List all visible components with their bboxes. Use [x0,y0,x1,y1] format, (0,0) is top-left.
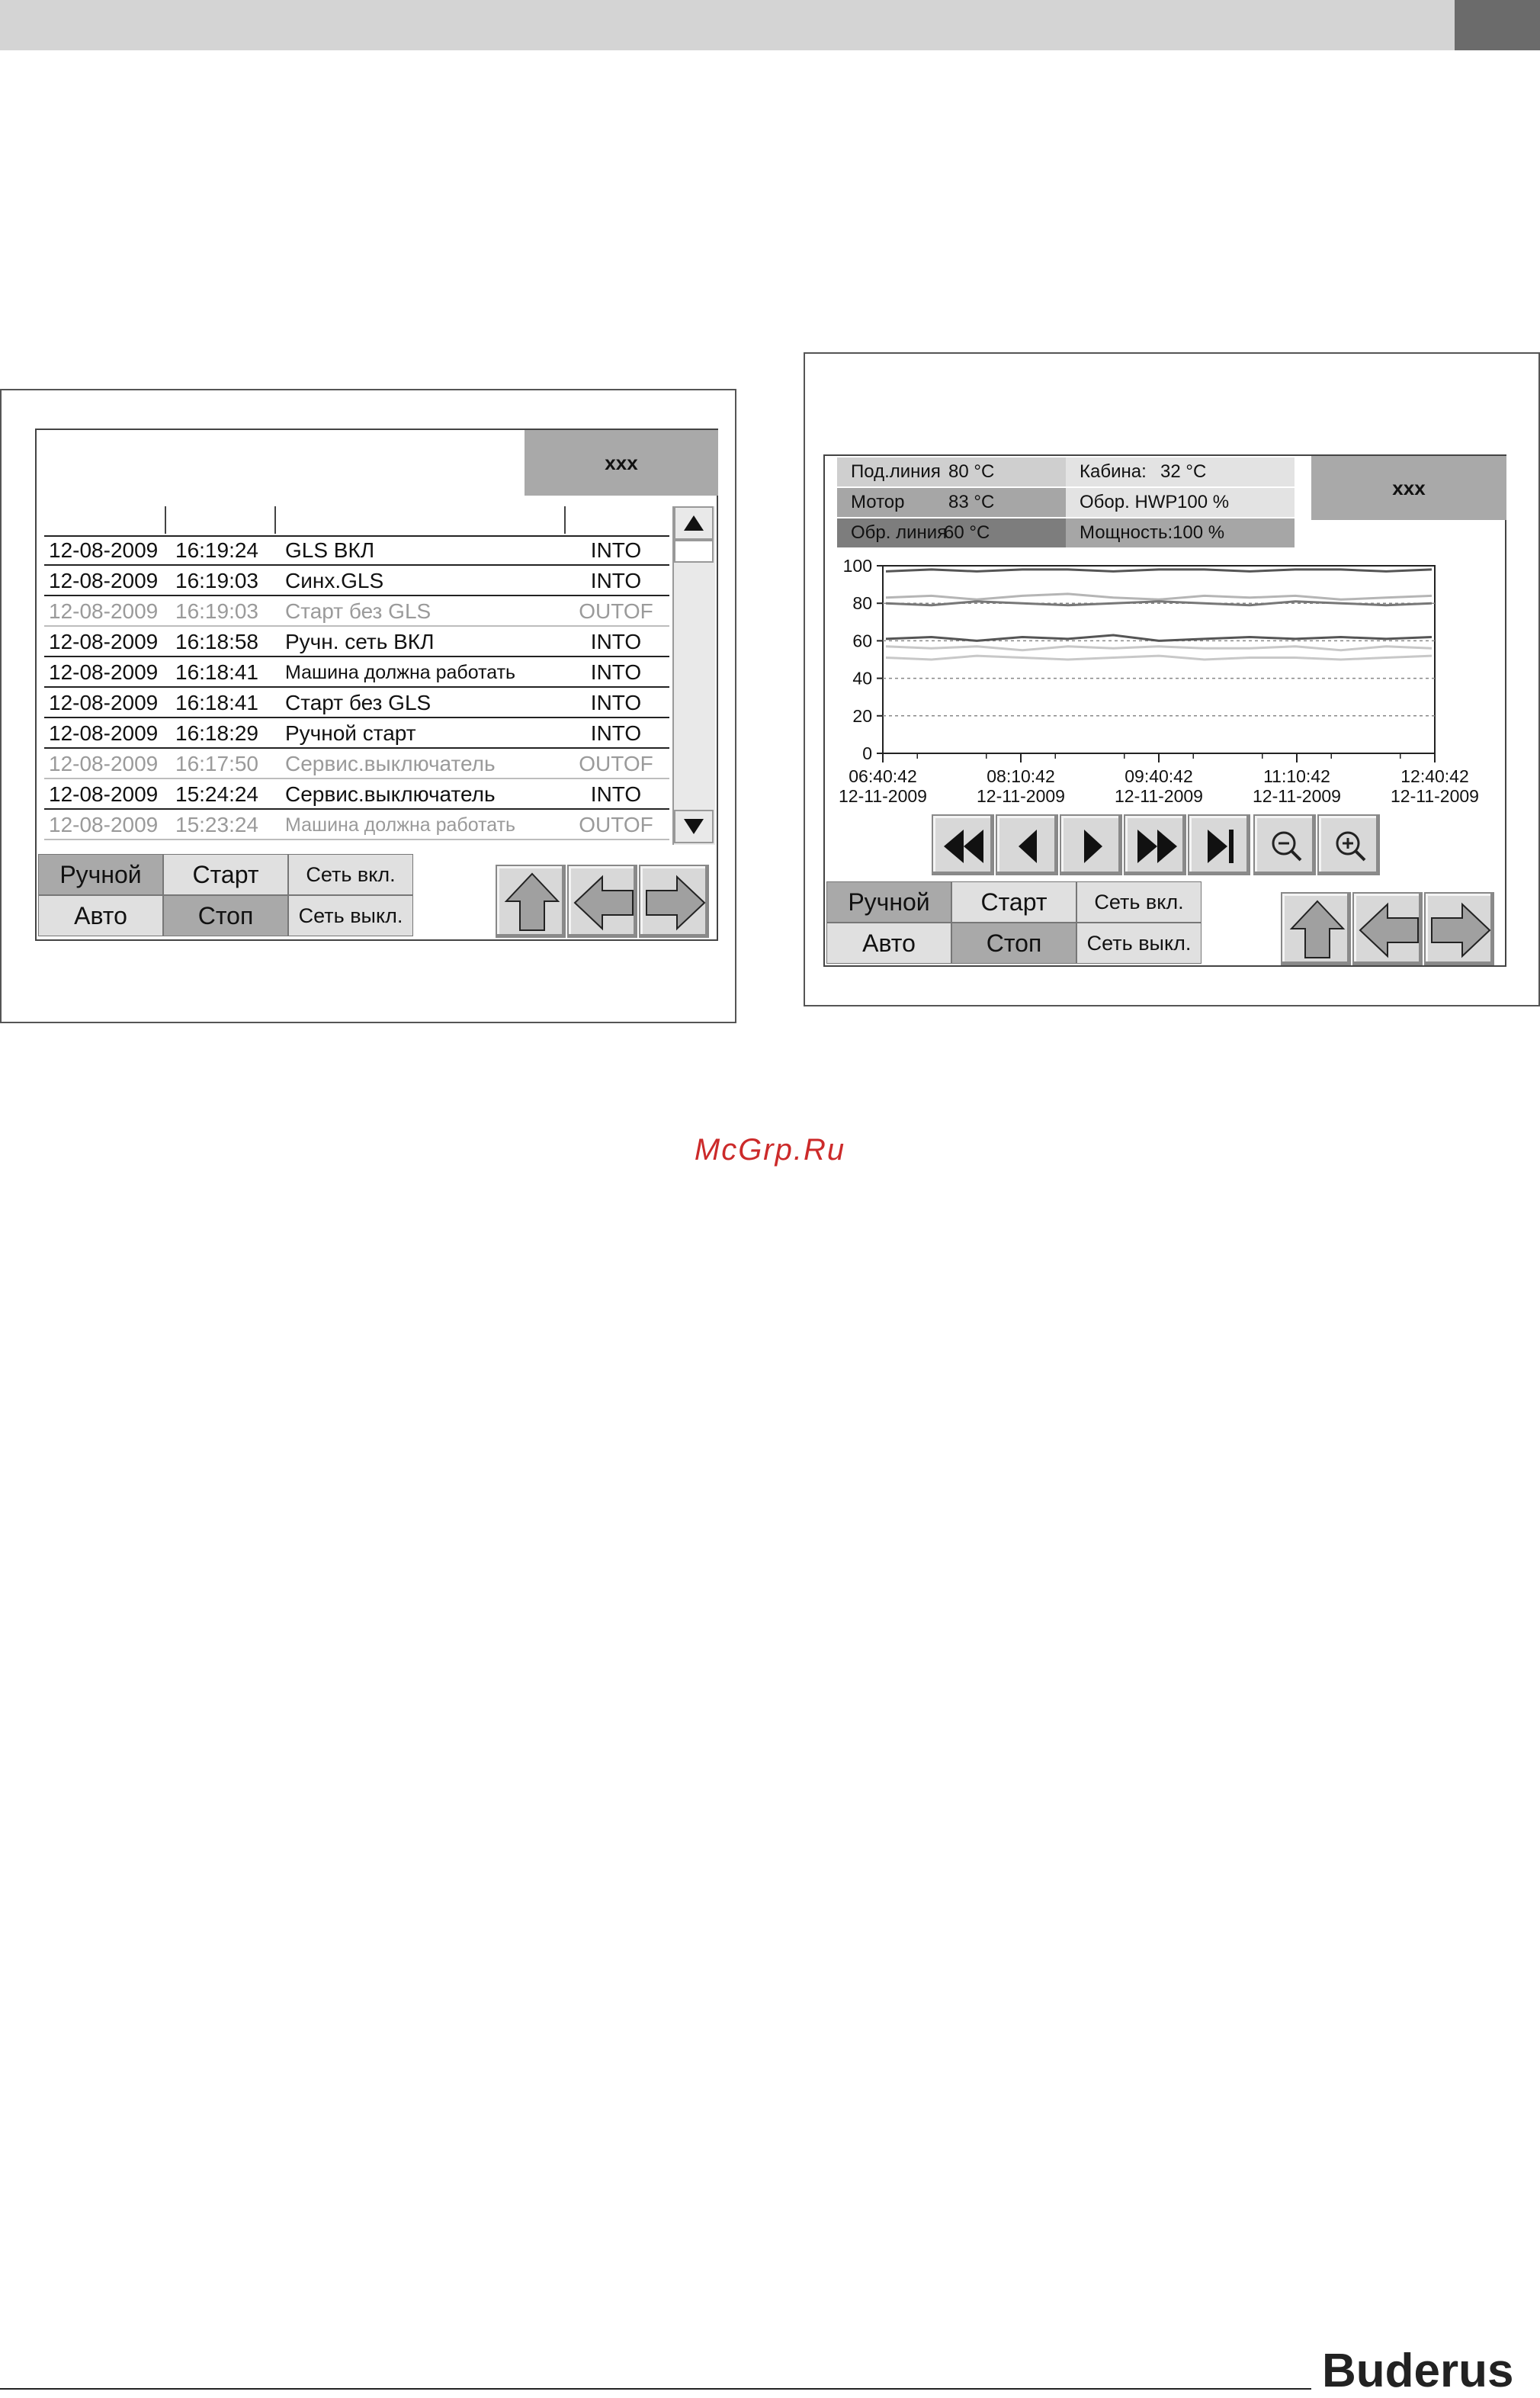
supply-line-label: Под.линия [851,461,941,482]
y-tick-label: 80 [852,593,872,614]
step-back-icon [997,816,1060,877]
header-cell-status [566,506,669,534]
event-table-body [44,535,669,845]
power-value: 100 % [1173,522,1225,543]
left-nav-button[interactable] [567,865,637,938]
power-status [1066,518,1295,547]
cabin-value: 32 °C [1160,461,1207,482]
time-cell: 16:19:24 [175,538,258,562]
arrow-up-icon [1282,894,1352,967]
screen-title-box: xxx [525,430,718,496]
y-tick-label: 40 [852,668,872,689]
stop-button[interactable]: Стоп [163,895,288,936]
step-forward-icon [1061,816,1124,877]
time-cell: 16:18:41 [175,691,258,714]
x-tick-time: 09:40:42 [1125,766,1193,786]
message-cell: Сервис.выключатель [285,782,496,806]
y-tick-label: 60 [852,631,872,651]
status-cell: INTO [590,660,642,684]
time-cell: 16:19:03 [175,569,258,592]
y-tick-label: 20 [852,705,872,726]
fast-forward-icon [1125,816,1188,877]
message-cell: Старт без GLS [285,599,432,623]
mode-button-group [825,880,1203,965]
date-cell: 12-08-2009 [49,721,159,745]
date-cell: 12-08-2009 [49,660,159,684]
supply-line-value: 80 °C [948,461,995,482]
date-cell: 12-08-2009 [49,630,159,653]
fast-rewind-icon [933,816,996,877]
table-row[interactable] [44,535,669,566]
hwp-rpm-label: Обор. HWP [1080,492,1178,512]
page-header-band [0,0,1455,50]
step-forward-button[interactable] [1060,814,1122,875]
message-cell: Синх.GLS [285,569,384,592]
auto-mode-button[interactable]: Авто [826,923,951,964]
net-off-button[interactable]: Сеть выкл. [1076,923,1202,964]
x-tick-date: 12-11-2009 [1253,786,1341,804]
motor-label: Мотор [851,492,905,512]
time-cell: 15:24:24 [175,782,258,806]
x-tick-time: 08:10:42 [987,766,1055,786]
message-cell: GLS ВКЛ [285,538,375,562]
status-cell: INTO [590,569,642,592]
screen-title-box: xxx [1311,456,1506,520]
zoom-out-button[interactable] [1253,814,1316,875]
time-cell: 16:18:29 [175,721,258,745]
mode-button-group [37,852,415,938]
table-header [44,506,669,537]
message-cell: Ручн. сеть ВКЛ [285,630,435,653]
skip-to-end-button[interactable] [1188,814,1250,875]
up-nav-button[interactable] [496,865,566,938]
return-line-value: 60 °C [944,522,990,543]
auto-mode-button[interactable]: Авто [38,895,163,936]
step-back-button[interactable] [996,814,1058,875]
start-button[interactable]: Старт [951,881,1076,923]
motor-value: 83 °C [948,492,995,512]
triangle-up-icon [682,514,705,532]
right-nav-button[interactable] [639,865,709,938]
message-cell: Старт без GLS [285,691,432,714]
table-row[interactable] [44,627,669,657]
manual-mode-button[interactable]: Ручной [38,854,163,895]
header-cell-message [276,506,566,534]
watermark: McGrp.Ru [694,1133,846,1167]
left-nav-button[interactable] [1352,892,1423,965]
zoom-out-icon [1255,816,1317,877]
arrow-right-icon [640,866,711,939]
x-tick-date: 12-11-2009 [977,786,1065,804]
header-cell-time [166,506,276,534]
start-button[interactable]: Старт [163,854,288,895]
footer-rule [0,2388,1311,2390]
rewind-fast-button[interactable] [932,814,994,875]
zoom-in-icon [1319,816,1381,877]
trend-screen [823,454,1506,967]
motor-status [837,488,1066,517]
date-cell: 12-08-2009 [49,691,159,714]
x-tick-time: 12:40:42 [1400,766,1469,786]
x-tick-date: 12-11-2009 [839,786,927,804]
scroll-up-button[interactable] [674,506,714,540]
date-cell: 12-08-2009 [49,569,159,592]
status-cell: INTO [590,721,642,745]
time-cell: 16:18:58 [175,630,258,653]
header-cell-date [44,506,166,534]
arrow-up-icon [497,866,567,939]
scroll-thumb[interactable] [674,540,714,563]
status-cell: OUTOF [579,599,653,623]
table-row[interactable] [44,596,669,627]
message-cell: Сервис.выключатель [285,752,496,775]
manual-mode-button[interactable]: Ручной [826,881,951,923]
status-cell: INTO [590,691,642,714]
time-cell: 16:19:03 [175,599,258,623]
event-log-screen [35,429,718,941]
return-line-status [837,518,1066,547]
net-off-button[interactable]: Сеть выкл. [288,895,413,936]
return-line-label: Обр. линия [851,522,948,543]
skip-end-icon [1189,816,1252,877]
arrow-left-icon [569,866,639,939]
fast-forward-button[interactable] [1124,814,1186,875]
message-cell: Машина должна работать [285,814,516,836]
table-row[interactable] [44,657,669,688]
status-cell: OUTOF [579,813,653,836]
table-row[interactable] [44,749,669,779]
message-cell: Машина должна работать [285,662,516,683]
x-tick-time: 11:10:42 [1263,766,1330,786]
y-tick-label: 100 [842,556,872,576]
table-row[interactable] [44,779,669,810]
time-cell: 15:23:24 [175,813,258,836]
net-on-button[interactable]: Сеть вкл. [288,854,413,895]
hwp-rpm-status [1066,488,1295,517]
scroll-down-button[interactable] [674,810,714,843]
status-cell: INTO [590,538,642,562]
trend-chart [825,552,1506,804]
arrow-left-icon [1354,894,1424,967]
x-tick-time: 06:40:42 [849,766,917,786]
net-on-button[interactable]: Сеть вкл. [1076,881,1202,923]
x-tick-date: 12-11-2009 [1115,786,1203,804]
cabin-status [1066,457,1295,486]
message-cell: Ручной старт [285,721,416,745]
status-cell: OUTOF [579,752,653,775]
date-cell: 12-08-2009 [49,599,159,623]
stop-button[interactable]: Стоп [951,923,1076,964]
supply-line-status [837,457,1066,486]
triangle-down-icon [682,817,705,836]
table-row[interactable] [44,810,669,840]
time-cell: 16:18:41 [175,660,258,684]
page-number-tab [1455,0,1540,50]
cabin-label: Кабина: [1080,461,1147,482]
date-cell: 12-08-2009 [49,782,159,806]
power-label: Мощность: [1080,522,1173,543]
y-tick-label: 0 [862,743,872,763]
hwp-rpm-value: 100 % [1177,492,1230,512]
up-nav-button[interactable] [1281,892,1351,965]
zoom-in-button[interactable] [1317,814,1380,875]
x-tick-date: 12-11-2009 [1391,786,1479,804]
table-row[interactable] [44,718,669,749]
status-cell: INTO [590,782,642,806]
table-row[interactable] [44,688,669,718]
status-cell: INTO [590,630,642,653]
table-row[interactable] [44,566,669,596]
arrow-right-icon [1426,894,1496,967]
right-nav-button[interactable] [1424,892,1494,965]
brand-logo: Buderus [1322,2345,1514,2397]
date-cell: 12-08-2009 [49,538,159,562]
time-cell: 16:17:50 [175,752,258,775]
date-cell: 12-08-2009 [49,752,159,775]
event-scrollbar[interactable] [672,506,715,845]
date-cell: 12-08-2009 [49,813,159,836]
